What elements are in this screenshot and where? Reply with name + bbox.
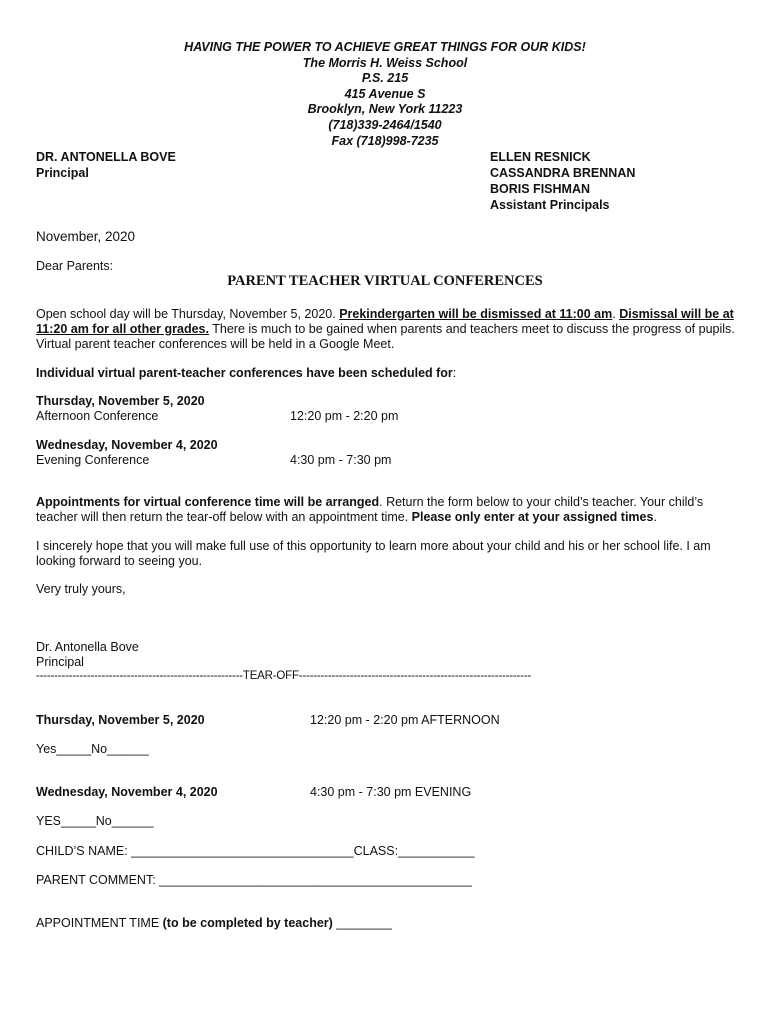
assistant-name: ELLEN RESNICK <box>490 150 591 164</box>
school-fax: Fax (718)998-7235 <box>331 134 439 148</box>
parent-comment-field[interactable]: PARENT COMMENT: _____________________________________________ <box>36 873 472 887</box>
intro-paragraph <box>36 307 736 352</box>
form-row2-date: Wednesday, November 4, 2020 <box>36 785 218 799</box>
school-ps: P.S. 215 <box>361 71 409 85</box>
greeting: Dear Parents: <box>36 259 114 273</box>
closing-salutation: Very truly yours, <box>36 582 126 596</box>
form-row1-date: Thursday, November 5, 2020 <box>36 713 205 727</box>
signature-name: Dr. Antonella Bove <box>36 640 139 654</box>
conf1-date: Thursday, November 5, 2020 <box>36 394 205 408</box>
form-row2-time: 4:30 pm - 7:30 pm EVENING <box>310 785 472 799</box>
prek-dismissal: Prekindergarten will be dismissed at 11:00 am <box>339 307 613 321</box>
appointments-text: . Return the form below to your child’s teacher. Your child’s teacher will then return the tear-off below with an appointment time. <box>36 495 704 524</box>
tear-off-line: ---------------------------------------------------------TEAR-OFF---------------------------------------------------------------- <box>36 670 532 682</box>
intro-text: . <box>612 307 620 321</box>
appointments-text: . <box>653 510 657 524</box>
scheduled-bold: Individual virtual parent-teacher conferences have been scheduled for <box>36 366 453 380</box>
assistant-principals-title: Assistant Principals <box>490 198 610 212</box>
assigned-times-bold: Please only enter at your assigned times <box>411 510 654 524</box>
appointment-time-label: APPOINTMENT TIME <box>36 916 163 930</box>
principal-name: DR. ANTONELLA BOVE <box>36 150 176 164</box>
scheduled-colon: : <box>452 366 457 380</box>
appointment-time-note: (to be completed by teacher) <box>162 916 333 930</box>
conf1-label: Afternoon Conference <box>36 409 159 423</box>
form-row2-yesno[interactable]: YES_____No______ <box>36 814 154 828</box>
appointment-time-blank[interactable]: ________ <box>332 916 392 930</box>
child-name-field[interactable]: CHILD’S NAME: ________________________________CLASS:___________ <box>36 844 475 858</box>
appointment-time-field[interactable] <box>36 916 392 930</box>
intro-text: Open school day will be Thursday, November 5, 2020. <box>36 307 340 321</box>
school-motto: HAVING THE POWER TO ACHIEVE GREAT THINGS FOR OUR KIDS! <box>184 40 586 54</box>
school-city: Brooklyn, New York 11223 <box>307 102 463 116</box>
conf1-time: 12:20 pm - 2:20 pm <box>290 409 399 423</box>
form-row1-time: 12:20 pm - 2:20 pm AFTERNOON <box>310 713 500 727</box>
assistant-name: BORIS FISHMAN <box>490 182 590 196</box>
principal-title: Principal <box>36 166 89 180</box>
school-street: 415 Avenue S <box>344 87 426 101</box>
page-title: PARENT TEACHER VIRTUAL CONFERENCES <box>227 273 543 289</box>
scheduled-heading <box>36 366 456 380</box>
assistant-name: CASSANDRA BRENNAN <box>490 166 636 180</box>
closing-paragraph: I sincerely hope that you will make full use of this opportunity to learn more about your child and his or her school life. I am looking forward to seeing you. <box>36 539 711 568</box>
intro-text: There is much to be gained when parents and teachers meet to discuss the progress of pupils. Virtual parent teacher conferences will be held in a Google Meet. <box>36 322 735 351</box>
grades-dismissal: Dismissal will be at 11:20 am for all other grades. <box>36 307 734 336</box>
conf2-date: Wednesday, November 4, 2020 <box>36 438 218 452</box>
appointments-bold: Appointments for virtual conference time will be arranged <box>36 495 380 509</box>
conf2-label: Evening Conference <box>36 453 150 467</box>
letter-date: November, 2020 <box>36 229 136 244</box>
appointments-paragraph <box>36 495 736 525</box>
school-name: The Morris H. Weiss School <box>302 56 468 70</box>
school-phone: (718)339-2464/1540 <box>328 118 442 132</box>
signature-title: Principal <box>36 655 84 669</box>
conf2-time: 4:30 pm - 7:30 pm <box>290 453 392 467</box>
form-row1-yesno[interactable]: Yes_____No______ <box>36 742 149 756</box>
